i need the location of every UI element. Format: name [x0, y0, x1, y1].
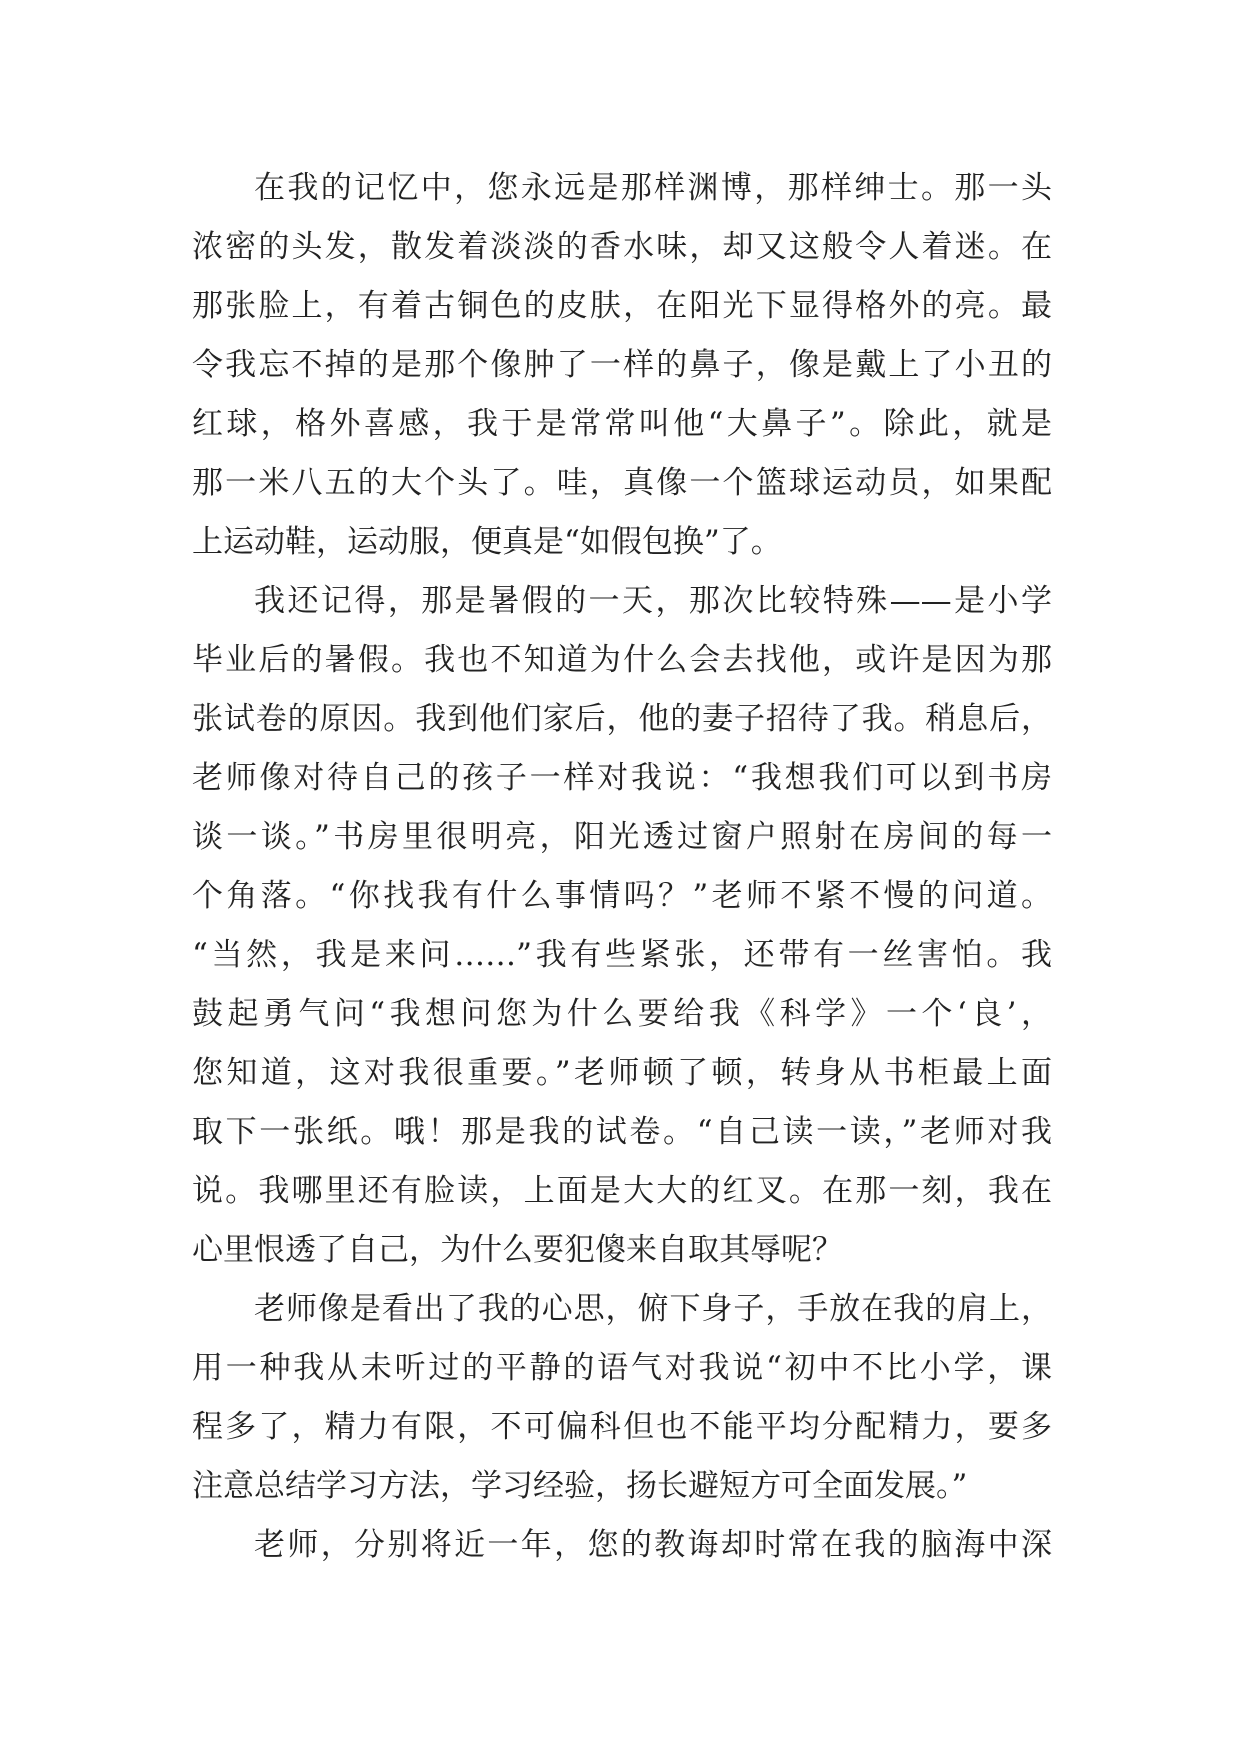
- paragraph-1-line-1: 在我的记忆中，您永远是那样渊博，那样绅士。那一头: [254, 170, 1052, 206]
- paragraph-2-line-3: 张试卷的原因。我到他们家后，他的妻子招待了我。稍息后，: [192, 701, 1052, 737]
- paragraph-2-line-10: 取下一张纸。哦！那是我的试卷。“自己读一读，”老师对我: [192, 1114, 1052, 1150]
- paragraph-2-line-2: 毕业后的暑假。我也不知道为什么会去找他，或许是因为那: [192, 642, 1052, 678]
- paragraph-2-line-9: 您知道，这对我很重要。”老师顿了顿，转身从书柜最上面: [192, 1055, 1052, 1091]
- paragraph-1-line-5: 红球，格外喜感，我于是常常叫他“大鼻子”。除此，就是: [192, 406, 1052, 442]
- paragraph-2-line-11: 说。我哪里还有脸读，上面是大大的红叉。在那一刻，我在: [192, 1173, 1052, 1209]
- paragraph-3-line-3: 程多了，精力有限，不可偏科但也不能平均分配精力，要多: [192, 1409, 1052, 1445]
- paragraph-2-line-5: 谈一谈。”书房里很明亮，阳光透过窗户照射在房间的每一: [192, 819, 1052, 855]
- paragraph-2-line-4: 老师像对待自己的孩子一样对我说：“我想我们可以到书房: [192, 760, 1052, 796]
- paragraph-2-line-1: 我还记得，那是暑假的一天，那次比较特殊——是小学: [254, 583, 1052, 619]
- paragraph-2-line-7: “当然，我是来问……”我有些紧张，还带有一丝害怕。我: [192, 937, 1052, 973]
- paragraph-4-line-1: 老师，分别将近一年，您的教诲却时常在我的脑海中深: [254, 1527, 1052, 1563]
- paragraph-3-line-2: 用一种我从未听过的平静的语气对我说“初中不比小学，课: [192, 1350, 1052, 1386]
- paragraph-1-line-2: 浓密的头发，散发着淡淡的香水味，却又这般令人着迷。在: [192, 229, 1052, 265]
- paragraph-2-line-12: 心里恨透了自己，为什么要犯傻来自取其辱呢？: [192, 1232, 843, 1268]
- paragraph-3-line-1: 老师像是看出了我的心思，俯下身子，手放在我的肩上，: [254, 1291, 1052, 1327]
- paragraph-2-line-6: 个角落。“你找我有什么事情吗？”老师不紧不慢的问道。: [192, 878, 1052, 914]
- paragraph-2-line-8: 鼓起勇气问“我想问您为什么要给我《科学》一个‘良’，: [192, 996, 1052, 1032]
- paragraph-3-line-4: 注意总结学习方法，学习经验，扬长避短方可全面发展。”: [192, 1468, 968, 1504]
- body-text: [192, 159, 1052, 1575]
- paragraph-1-line-7: 上运动鞋，运动服，便真是“如假包换”了。: [192, 524, 782, 560]
- paragraph-1-line-3: 那张脸上，有着古铜色的皮肤，在阳光下显得格外的亮。最: [192, 288, 1052, 324]
- paragraph-1-line-4: 令我忘不掉的是那个像肿了一样的鼻子，像是戴上了小丑的: [192, 347, 1052, 383]
- paragraph-1-line-6: 那一米八五的大个头了。哇，真像一个篮球运动员，如果配: [192, 465, 1052, 501]
